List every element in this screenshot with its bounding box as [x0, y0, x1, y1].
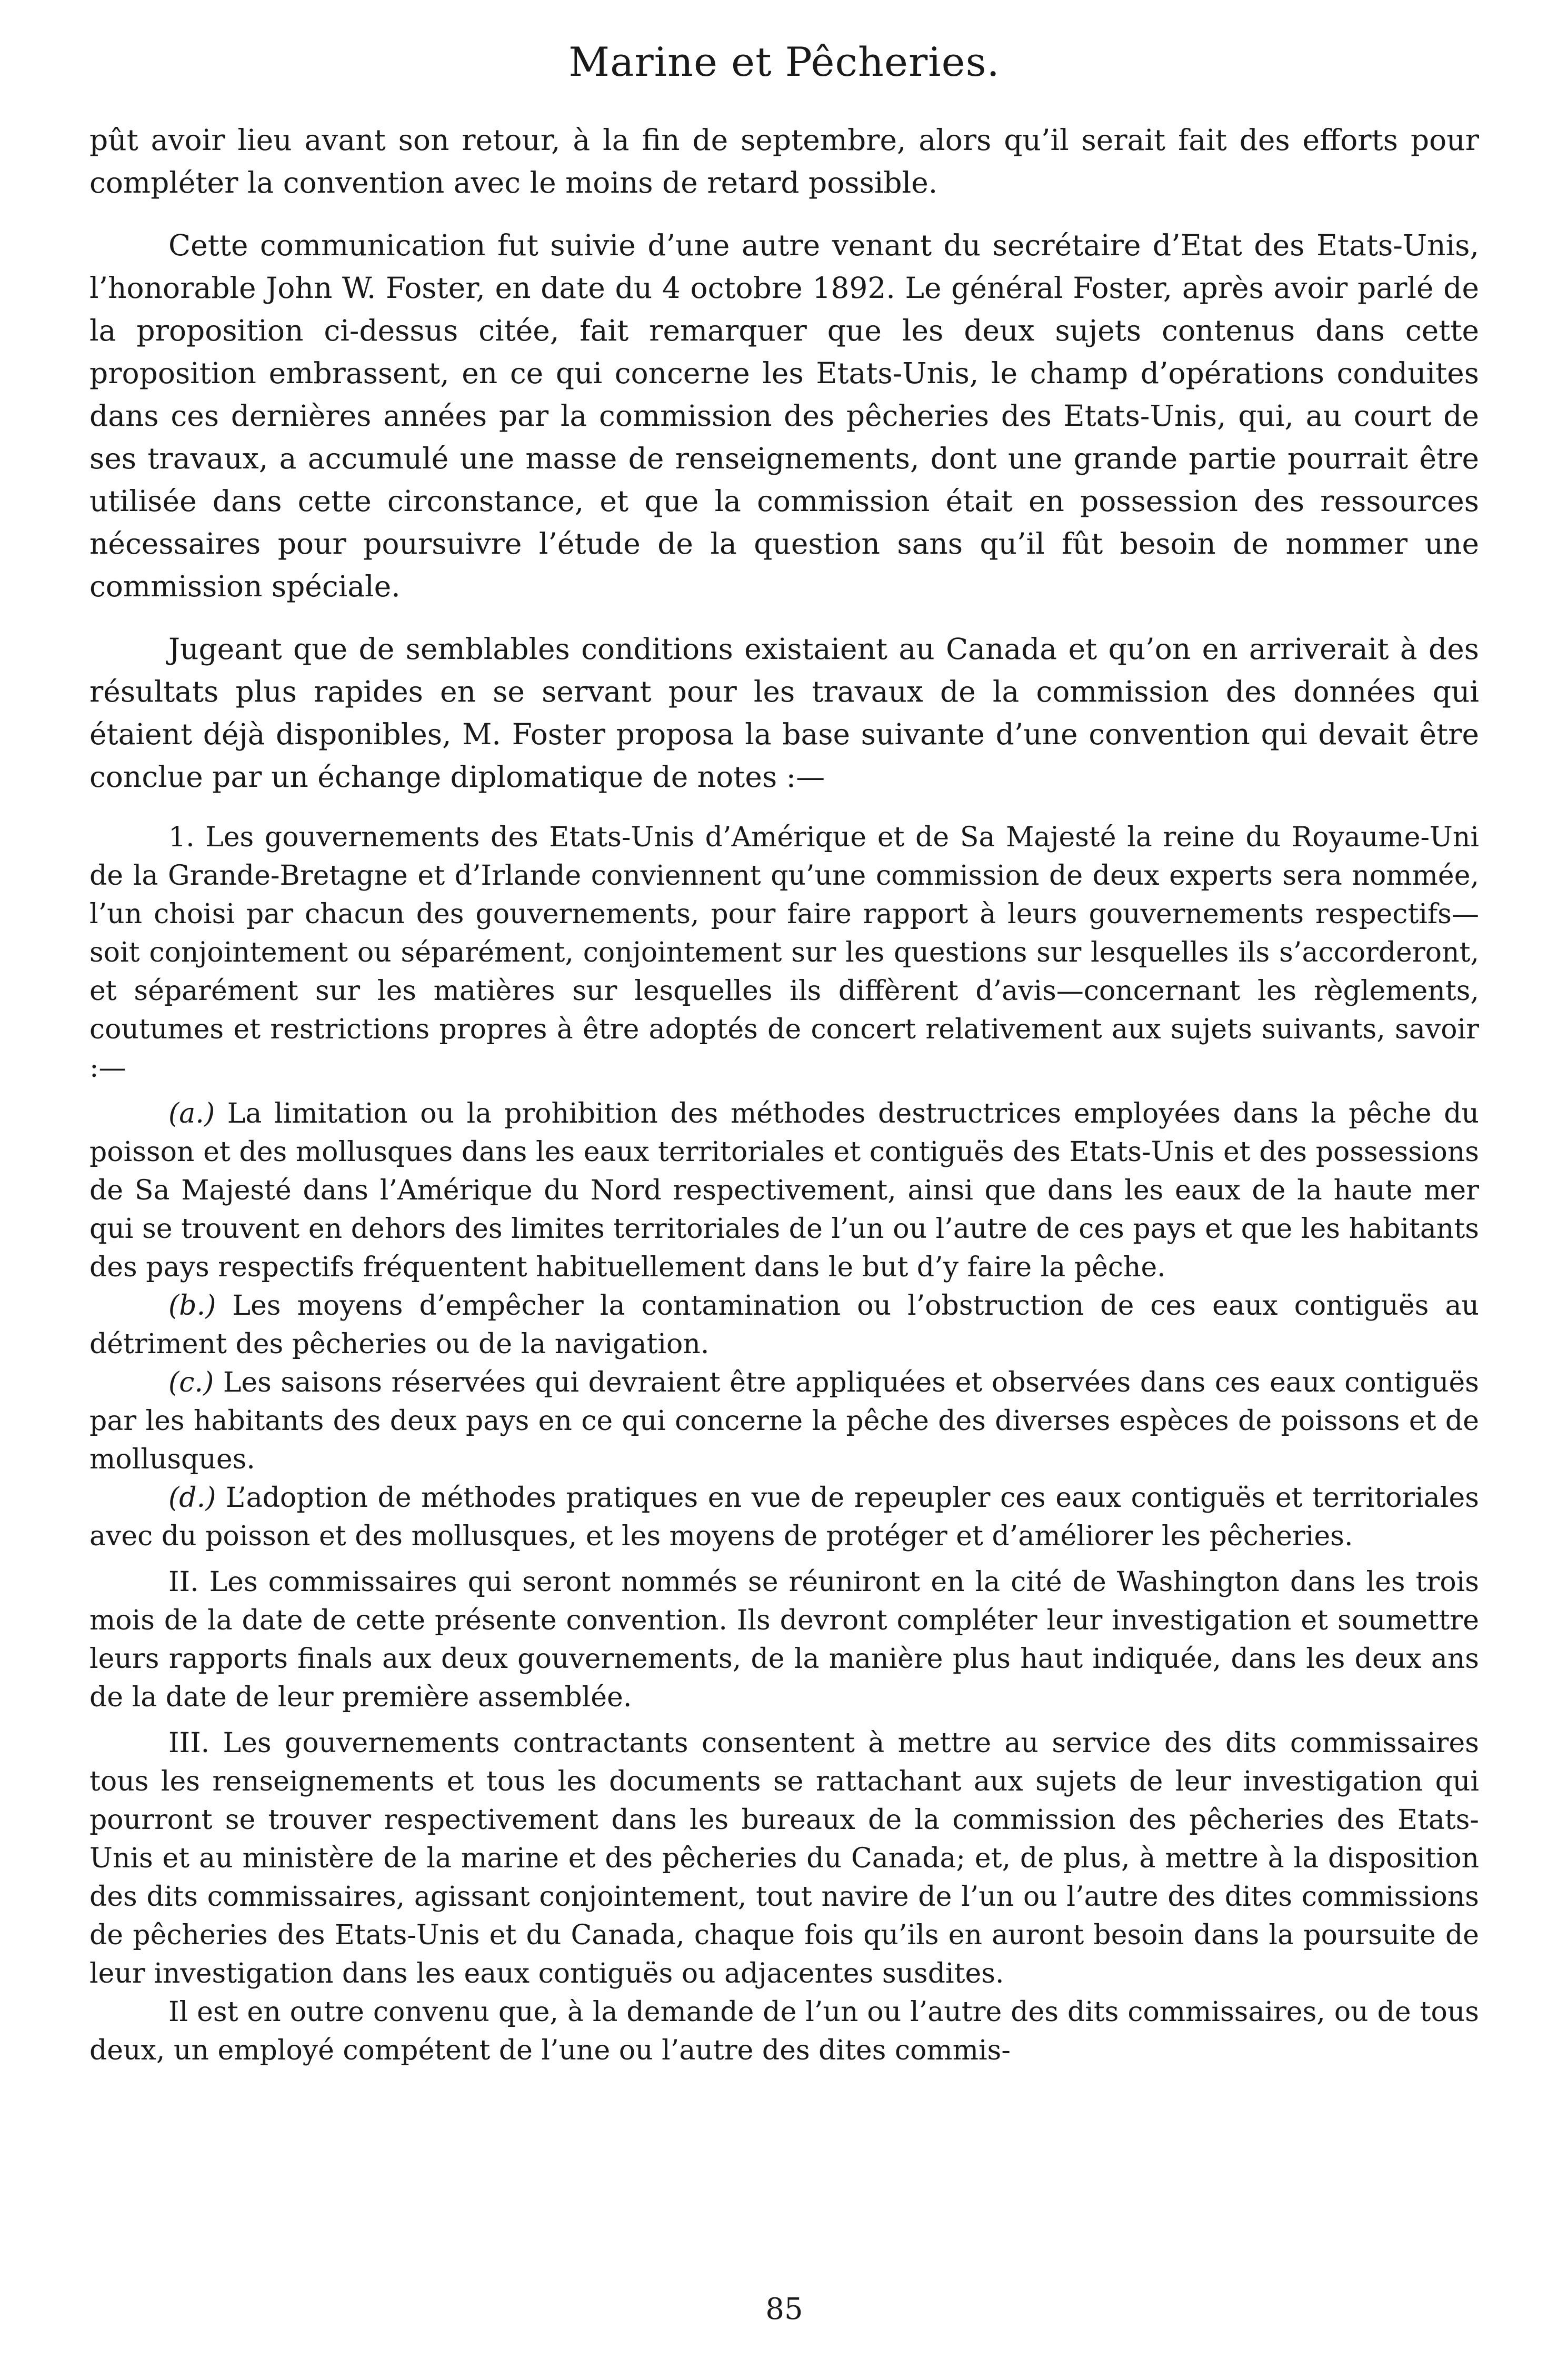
clause-d — [89, 1479, 1479, 1556]
clause-b-text: Les moyens d’empêcher la contamination ou l’obstruction de ces eaux contiguës au détriment des pêcheries ou de la navigation. — [89, 1290, 1479, 1360]
convention-text — [89, 818, 1479, 2070]
clause-a — [89, 1095, 1479, 1287]
paragraph-further-agreement: Il est en outre convenu que, à la demande de l’un ou l’autre des dits commissaires, ou de tous deux, un employé compétent de l’une ou l’autre des dites commis- — [89, 1996, 1479, 2066]
paragraph-foster-communication: Cette communication fut suivie d’une autre venant du secrétaire d’Etat des Etats-Unis, l’honorable John W. Foster, en date du 4 octobre 1892. Le général Foster, après avoir parlé de la proposition ci-dessus citée, fait remarquer que les deux sujets contenus dans cette proposition embrassent, en ce qui concerne les Etats-Unis, le champ d’opérations conduites dans ces dernières années par la commission des pêcheries des Etats-Unis, qui, au court de ses travaux, a accumulé une masse de renseignements, dont une grande partie pourrait être utilisée dans cette circonstance, et que la commission était en possession des ressources nécessaires pour poursuivre l’étude de la question sans qu’il fût besoin de nommer une commission spéciale. — [89, 228, 1479, 603]
clause-c-text: Les saisons réservées qui devraient être appliquées et observées dans ces eaux contiguës par les habitants des deux pays en ce qui concerne la pêche des diverses espèces de poissons et de mollusques. — [89, 1367, 1479, 1475]
paragraph-continuation: pût avoir lieu avant son retour, à la fin de septembre, alors qu’il serait fait des efforts pour compléter la convention avec le moins de retard possible. — [89, 123, 1479, 199]
page-header: Marine et Pêcheries. — [568, 38, 1000, 85]
article-3: III. Les gouvernements contractants consentent à mettre au service des dits commissaires tous les renseignements et tous les documents se rattachant aux sujets de leur investigation qui pourront se trouver respectivement dans les bureaux de la commission des pêcheries des Etats-Unis et au ministère de la marine et des pêcheries du Canada; et, de plus, à mettre à la disposition des dits commissaires, agissant conjointement, tout navire de l’un ou l’autre des dites commissions de pêcheries des Etats-Unis et du Canada, chaque fois qu’ils en auront besoin dans la poursuite de leur investigation dans les eaux contiguës ou adjacentes susdites. — [89, 1727, 1479, 1989]
article-1: 1. Les gouvernements des Etats-Unis d’Amérique et de Sa Majesté la reine du Royaume-Uni de la Grande-Bretagne et d’Irlande conviennent qu’une commission de deux experts sera nommée, l’un choisi par chacun des gouvernements, pour faire rapport à leurs gouvernements respectifs—soit conjointement ou séparément, conjointement sur les questions sur lesquelles ils s’accorderont, et séparément sur les matières sur lesquelles ils diffèrent d’avis—concernant les règlements, coutumes et restrictions propres à être adoptés de concert relativement aux sujets suivants, savoir :— — [89, 822, 1479, 1084]
clause-d-text: L’adoption de méthodes pratiques en vue de repeupler ces eaux contiguës et territoriales avec du poisson et des mollusques, et les moyens de protéger et d’améliorer les pêcheries. — [89, 1482, 1479, 1552]
clause-b-label: (b.) — [168, 1290, 216, 1322]
clause-a-label: (a.) — [168, 1098, 215, 1129]
page-number: 85 — [765, 2292, 803, 2326]
paragraph-foster-proposal: Jugeant que de semblables conditions existaient au Canada et qu’on en arriverait à des résultats plus rapides en se servant pour les travaux de la commission des données qui étaient déjà disponibles, M. Foster proposa la base suivante d’une convention qui devait être conclue par un échange diplomatique de notes :— — [89, 632, 1479, 794]
clause-a-text: La limitation ou la prohibition des méthodes destructrices employées dans la pêche du poisson et des mollusques dans les eaux territoriales et contiguës des Etats-Unis et des possessions de Sa Majesté dans l’Amérique du Nord respectivement, ainsi que dans les eaux de la haute mer qui se trouvent en dehors des limites territoriales de l’un ou l’autre de ces pays et que les habitants des pays respectifs fréquentent habituellement dans le but d’y faire la pêche. — [89, 1098, 1479, 1283]
clause-c — [89, 1364, 1479, 1479]
clause-d-label: (d.) — [168, 1482, 216, 1514]
article-2: II. Les commissaires qui seront nommés se réuniront en la cité de Washington dans les trois mois de la date de cette présente convention. Ils devront compléter leur investigation et soumettre leurs rapports finals aux deux gouvernements, de la manière plus haut indiquée, dans les deux ans de la date de leur première assemblée. — [89, 1566, 1479, 1713]
clause-c-label: (c.) — [168, 1367, 214, 1398]
clause-b — [89, 1287, 1479, 1364]
document-page — [89, 38, 1479, 2347]
